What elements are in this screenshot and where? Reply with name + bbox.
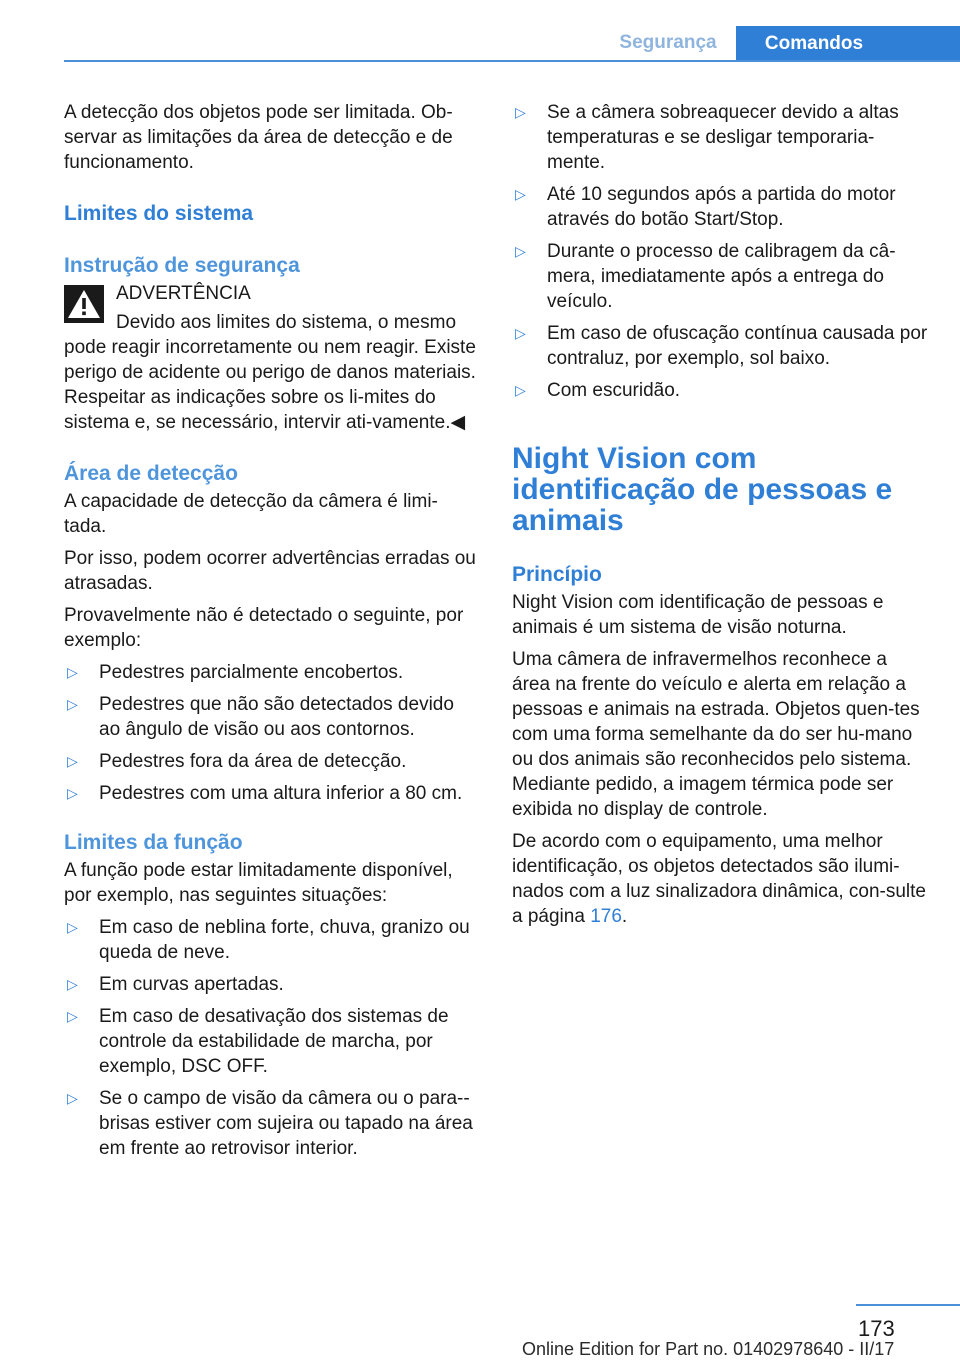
warning-text: pode reagir incorretamente ou nem reagir. Existe perigo de acidente ou perigo de danos materiais. Respeitar as indicações sobre os li‐mites do sistema e, se necessário, intervir ati‐vamente.◀ (64, 337, 476, 433)
list-item: ▷ Até 10 segundos após a partida do motor através do botão Start/Stop. (515, 184, 896, 230)
list-item: ▷ Em caso de neblina forte, chuva, granizo ou queda de neve. (67, 917, 470, 963)
area-paragraph-2: Por isso, podem ocorrer advertências erradas ou atrasadas. (64, 548, 476, 594)
list-item: ▷ Pedestres parcialmente encobertos. (67, 662, 404, 683)
triangle-bullet-icon: ▷ (67, 919, 78, 935)
area-paragraph-3: Provavelmente não é detectado o seguinte, por exemplo: (64, 605, 464, 651)
list-item: ▷ Em caso de desativação dos sistemas de controle da estabilidade de marcha, por exemplo, DSC OFF. (67, 1006, 449, 1077)
principle-paragraph-3: De acordo com o equipamento, uma melhor identificação, os objetos detectados são ilumi‐nados com a luz sinalizadora dinâmica, con‐sulte a página 176. (512, 831, 926, 927)
triangle-bullet-icon: ▷ (67, 753, 78, 769)
warning-triangle-icon (64, 285, 104, 323)
principle-paragraph-2: Uma câmera de infravermelhos reconhece a área na frente do veículo e alerta em relação a pessoas e animais na estrada. Objetos quen‐tes com uma forma semelhante da do ser hu‐mano ou dos animais são reconhecidos pelo sistema. Mediante pedido, a imagem térmica pode ser exibida no display de controle. (512, 649, 920, 820)
function-list (64, 915, 480, 1161)
page-number: 173 (858, 1316, 895, 1341)
function-paragraph: A função pode estar limitadamente disponível, por exemplo, nas seguintes situações: (64, 860, 453, 906)
heading-principle: Princípio (512, 563, 602, 586)
principle-paragraph-1: Night Vision com identificação de pessoas e animais é um sistema de visão noturna. (512, 592, 884, 638)
list-item: ▷ Se o campo de visão da câmera ou o para‐-brisas estiver com sujeira ou tapado na área em frente ao retrovisor interior. (67, 1088, 473, 1159)
warning-line1: Devido aos limites do sistema, o mesmo (116, 312, 457, 333)
section-tab-label: Segurança (619, 32, 717, 53)
section-tab-comandos[interactable] (736, 26, 960, 62)
triangle-bullet-icon: ▷ (67, 664, 78, 680)
active-tab-label: Comandos (764, 33, 864, 54)
triangle-bullet-icon: ▷ (67, 696, 78, 712)
triangle-bullet-icon: ▷ (515, 382, 526, 398)
warning-title: ADVERTÊNCIA (116, 283, 251, 304)
heading-night-vision: Night Vision com identificação de pessoas e animais (512, 442, 893, 537)
heading-safety-instruction: Instrução de segurança (64, 254, 300, 277)
list-item: ▷ Em caso de ofuscação contínua causada por contraluz, por exemplo, sol baixo. (515, 323, 928, 369)
intro-paragraph: A detecção dos objetos pode ser limitada. Ob‐servar as limitações da área de detecção e de funcionamento. (64, 102, 453, 173)
triangle-bullet-icon: ▷ (67, 1090, 78, 1106)
heading-function-limits: Limites da função (64, 831, 243, 854)
edition-footer: Online Edition for Part no. 01402978640 - II/17 (522, 1339, 895, 1359)
list-item: ▷ Pedestres que não são detectados devido ao ângulo de visão ou aos contornos. (67, 694, 454, 740)
warning-block (64, 281, 480, 435)
triangle-bullet-icon: ▷ (67, 976, 78, 992)
triangle-bullet-icon: ▷ (515, 104, 526, 120)
right-column (512, 100, 928, 936)
list-item: ▷ Pedestres com uma altura inferior a 80 cm. (67, 783, 463, 804)
triangle-bullet-icon: ▷ (515, 186, 526, 202)
list-item: ▷ Com escuridão. (515, 380, 681, 401)
triangle-bullet-icon: ▷ (67, 1008, 78, 1024)
list-item: ▷ Se a câmera sobreaquecer devido a altas temperaturas e se desligar temporaria‐mente. (515, 102, 899, 173)
triangle-bullet-icon: ▷ (515, 243, 526, 259)
list-item: ▷ Durante o processo de calibragem da câ‐mera, imediatamente após a entrega do veículo. (515, 241, 896, 312)
triangle-bullet-icon: ▷ (515, 325, 526, 341)
header-rule (64, 60, 960, 62)
page-reference-link[interactable]: 176 (590, 906, 622, 927)
list-item: ▷ Em curvas apertadas. (67, 974, 284, 995)
triangle-bullet-icon: ▷ (67, 785, 78, 801)
heading-system-limits: Limites do sistema (64, 202, 254, 225)
left-column (64, 100, 480, 1168)
area-paragraph-1: A capacidade de detecção da câmera é limi‐tada. (64, 491, 438, 537)
list-item: ▷ Pedestres fora da área de detecção. (67, 751, 407, 772)
area-list (64, 660, 480, 806)
footer-rule (856, 1304, 960, 1306)
limits-list-continued (512, 100, 928, 403)
section-tab-seguranca[interactable] (600, 26, 736, 60)
heading-detection-area: Área de detecção (64, 462, 238, 485)
